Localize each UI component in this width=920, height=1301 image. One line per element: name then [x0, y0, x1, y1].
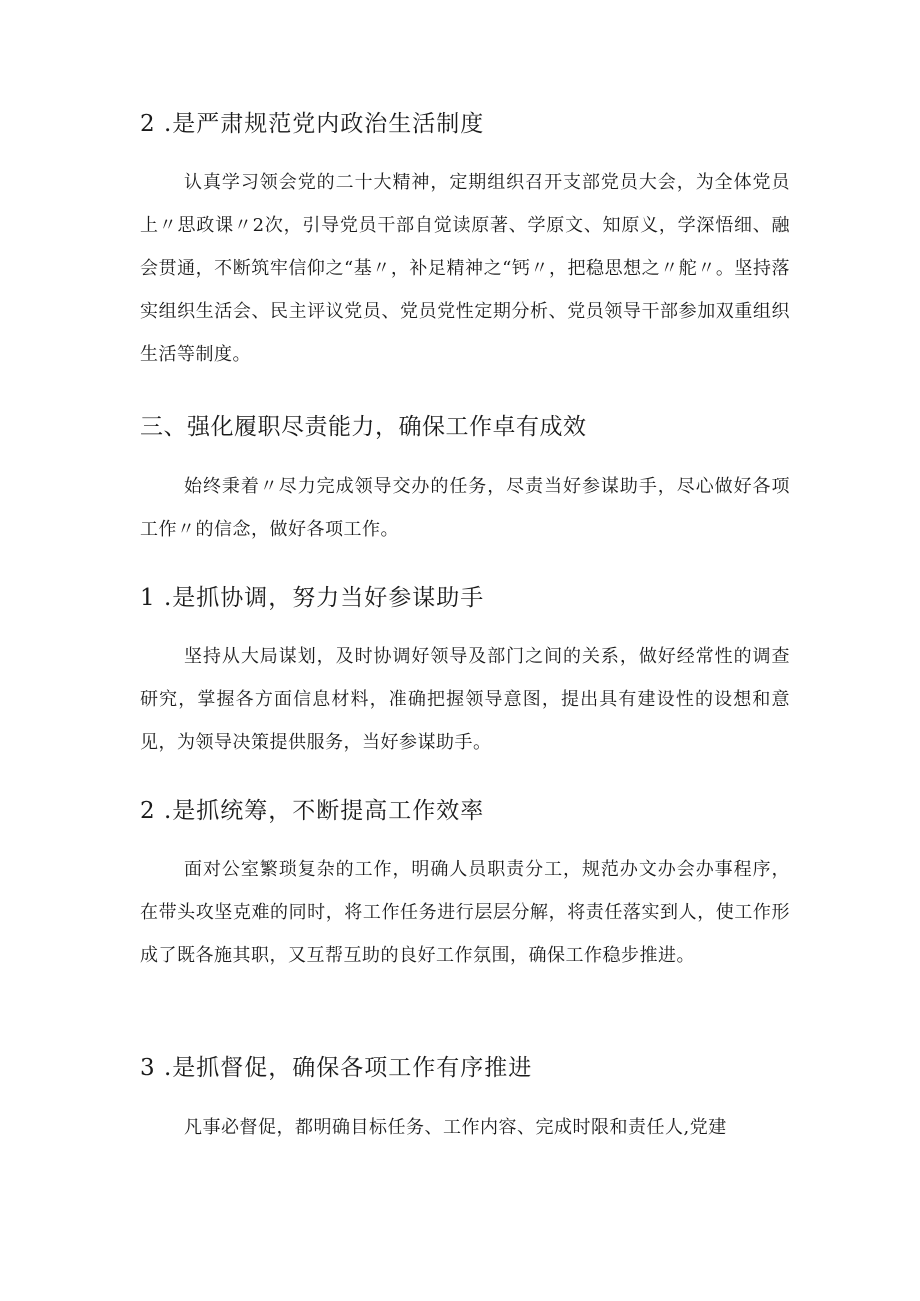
heading-2-planning: 2 .是抓统筹，不断提高工作效率: [140, 798, 485, 824]
paragraph-coordination: 坚持从大局谋划，及时协调好领导及部门之间的关系，做好经常性的调查研究，掌握各方面信息材料，准确把握领导意图，提出具有建设性的设想和意见，为领导决策提供服务，当好参谋助手。: [140, 646, 790, 753]
heading-2-political-life: 2 .是严肃规范党内政治生活制度: [140, 111, 485, 137]
heading-3-performance: 三、强化履职尽责能力，确保工作卓有成效: [140, 414, 587, 440]
paragraph-supervision: 凡事必督促，都明确目标任务、工作内容、完成时限和责任人,党建: [184, 1117, 727, 1138]
heading-1-coordination: 1 .是抓协调，努力当好参谋助手: [140, 585, 485, 611]
paragraph-political-life: 认真学习领会党的二十大精神，定期组织召开支部党员大会，为全体党员上〃思政课〃2次，引导党员干部自觉读原著、学原文、知原义，学深悟细、融会贯通，不断筑牢信仰之“基〃，补足精神之“钙〃，把稳思想之〃舵〃。坚持落实组织生活会、民主评议党员、党员党性定期分析、党员领导干部参加双重组织生活等制度。: [140, 172, 790, 365]
paragraph-planning: 面对公室繁琐复杂的工作，明确人员职责分工，规范办文办会办事程序，在带头攻坚克难的同时，将工作任务进行层层分解，将责任落实到人，使工作形成了既各施其职，又互帮互助的良好工作氛围，确保工作稳步推进。: [140, 859, 790, 966]
paragraph-performance-intro: 始终秉着〃尽力完成领导交办的任务，尽责当好参谋助手，尽心做好各项工作〃的信念，做好各项工作。: [140, 476, 790, 540]
heading-3-supervision: 3 .是抓督促，确保各项工作有序推进: [140, 1055, 533, 1081]
